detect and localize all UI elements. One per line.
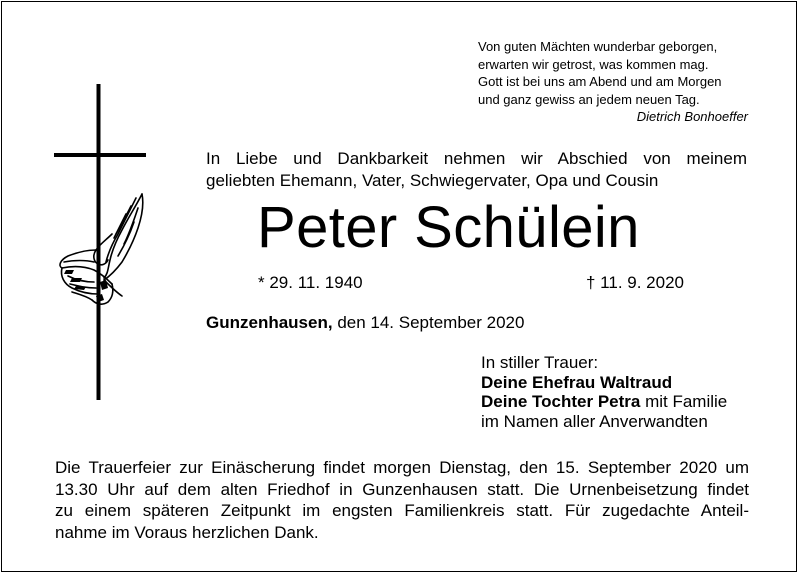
notice-date: den 14. September 2020 [337,313,525,332]
birth-date: * 29. 11. 1940 [258,273,363,292]
mourner-daughter-suffix: mit Familie [640,392,728,411]
mourners-block [481,353,727,431]
intro-line: In Liebe und Dankbarkeit nehmen wir Abschied von meinem [206,149,747,168]
poem-block [478,38,748,126]
cross-with-praying-hands-icon [52,84,152,400]
death-date: † 11. 9. 2020 [586,273,684,292]
poem-line: Gott ist bei uns am Abend und am Morgen [478,74,722,89]
funeral-notice [55,457,749,543]
mourners-heading: In stiller Trauer: [481,353,599,372]
place-and-date [206,313,524,333]
poem-line: und ganz gewiss an jedem neuen Tag. [478,91,700,107]
notice-line: nahme im Voraus herzlichen Dank. [55,522,319,542]
notice-line: zu einem späteren Zeitpunkt im engsten Familienkreis statt. Für zugedachte Anteil- [55,501,749,520]
place-name: Gunzenhausen, [206,313,333,332]
deceased-name: Peter Schülein [257,195,640,260]
notice-line: 13.30 Uhr auf dem alten Friedhof in Gunzenhausen statt. Die Urnenbeisetzung findet [55,479,749,499]
mourner-wife: Deine Ehefrau Waltraud [481,372,673,392]
intro-line: geliebten Ehemann, Vater, Schwiegervater, Opa und Cousin [206,171,659,190]
notice-line: Die Trauerfeier zur Einäscherung findet morgen Dienstag, den 15. September 2020 um [55,458,749,477]
mourner-daughter: Deine Tochter Petra [481,392,641,411]
intro-text [206,148,747,192]
poem-author: Dietrich Bonhoeffer [636,109,748,124]
poem-line: erwarten wir getrost, was kommen mag. [478,56,709,72]
poem-line: Von guten Mächten wunderbar geborgen, [478,39,718,54]
mourners-others: im Namen aller Anverwandten [481,411,708,431]
